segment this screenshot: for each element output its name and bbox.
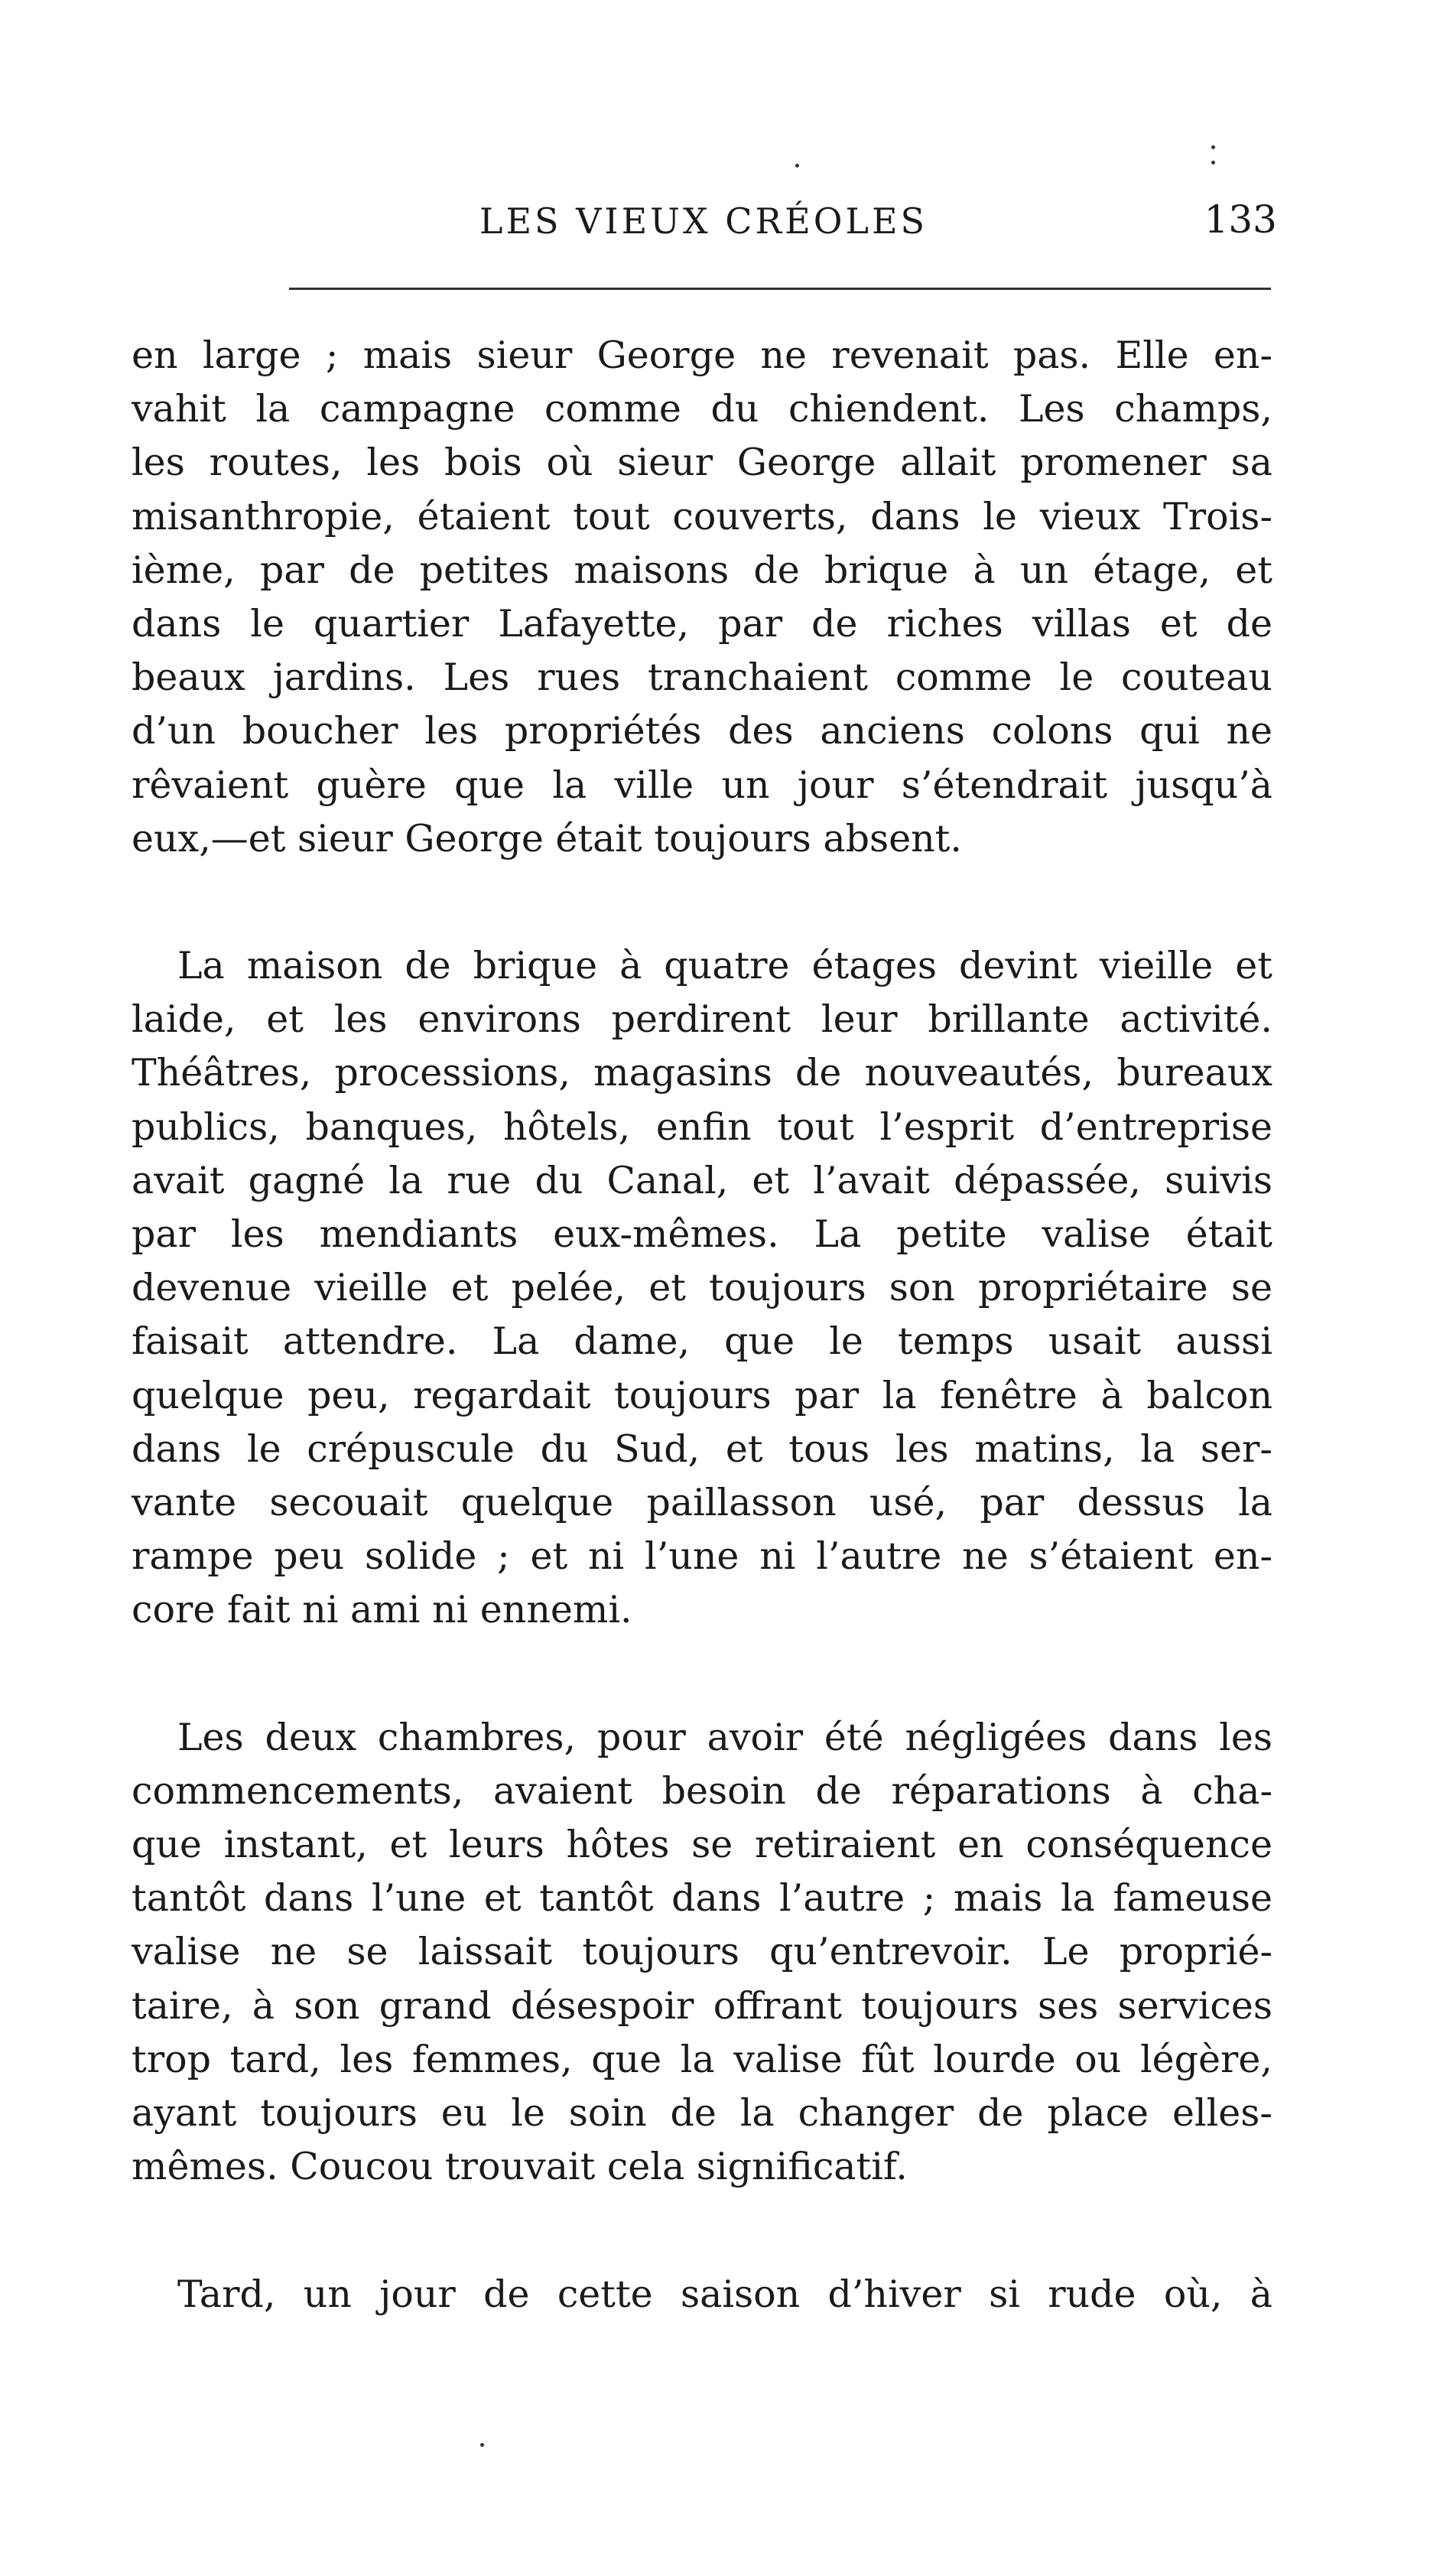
- text-line: faisait attendre. La dame, que le temps usait aussi: [132, 1319, 1272, 1364]
- text-line: devenue vieille et pelée, et toujours son propriétaire se: [132, 1266, 1272, 1310]
- header-rule: [289, 288, 1271, 290]
- text-line: eux,—et sieur George était toujours absent.: [132, 816, 962, 860]
- scan-speck: [480, 2443, 484, 2447]
- text-line: La maison de brique à quatre étages devint vieille et: [177, 944, 1272, 988]
- scan-speck: [1211, 145, 1215, 149]
- body-text: [132, 329, 1272, 2321]
- text-line: vahit la campagne comme du chiendent. Les champs,: [132, 387, 1272, 431]
- text-line: beaux jardins. Les rues tranchaient comme le couteau: [132, 656, 1272, 700]
- text-line: d’un boucher les propriétés des anciens colons qui ne: [132, 709, 1272, 753]
- paragraph-2: [132, 939, 1272, 1638]
- text-line: dans le crépuscule du Sud, et tous les matins, la ser-: [132, 1427, 1272, 1471]
- scan-speck: [795, 164, 799, 168]
- paragraph-1: [132, 329, 1272, 866]
- text-line: mêmes. Coucou trouvait cela significatif.: [132, 2145, 908, 2189]
- page-number: 133: [1204, 197, 1277, 242]
- text-line: quelque peu, regardait toujours par la fenêtre à balcon: [132, 1373, 1272, 1417]
- text-line: par les mendiants eux-mêmes. La petite valise était: [132, 1212, 1272, 1257]
- text-line: rampe peu solide ; et ni l’une ni l’autre ne s’étaient en-: [132, 1534, 1272, 1579]
- text-line: Théâtres, processions, magasins de nouveautés, bureaux: [132, 1051, 1272, 1095]
- paragraph-3: [132, 1711, 1272, 2194]
- text-line: rêvaient guère que la ville un jour s’étendrait jusqu’à: [132, 763, 1272, 807]
- text-line: publics, banques, hôtels, enfin tout l’esprit d’entreprise: [132, 1104, 1272, 1149]
- scan-speck: [1211, 161, 1215, 164]
- running-title: LES VIEUX CRÉOLES: [479, 200, 928, 242]
- text-line: en large ; mais sieur George ne revenait pas. Elle en-: [132, 333, 1272, 377]
- text-line: trop tard, les femmes, que la valise fût lourde ou légère,: [132, 2037, 1272, 2081]
- running-header: [130, 197, 1277, 254]
- text-line: valise ne se laissait toujours qu’entrevoir. Le proprié-: [132, 1930, 1272, 1974]
- text-line: que instant, et leurs hôtes se retiraient en conséquence: [132, 1823, 1272, 1867]
- text-line: avait gagné la rue du Canal, et l’avait dépassée, suivis: [132, 1158, 1272, 1202]
- text-line: misanthropie, étaient tout couverts, dans le vieux Trois-: [132, 494, 1272, 538]
- text-line: tantôt dans l’une et tantôt dans l’autre ; mais la fameuse: [132, 1876, 1272, 1921]
- paragraph-4: [132, 2268, 1272, 2321]
- text-line: Les deux chambres, pour avoir été négligées dans les: [177, 1715, 1272, 1759]
- text-line: dans le quartier Lafayette, par de riches villas et de: [132, 602, 1272, 646]
- text-line: laide, et les environs perdirent leur brillante activité.: [132, 997, 1272, 1042]
- text-line: ayant toujours eu le soin de la changer de place elles-: [132, 2091, 1272, 2136]
- text-line: taire, à son grand désespoir offrant toujours ses services: [132, 1983, 1272, 2028]
- text-line: core fait ni ami ni ennemi.: [132, 1588, 632, 1632]
- text-line: ième, par de petites maisons de brique à un étage, et: [132, 548, 1272, 592]
- text-line: commencements, avaient besoin de réparations à cha-: [132, 1768, 1272, 1813]
- text-line: les routes, les bois où sieur George allait promener sa: [132, 441, 1272, 485]
- text-line: Tard, un jour de cette saison d’hiver si rude où, à: [177, 2272, 1272, 2316]
- text-line: vante secouait quelque paillasson usé, par dessus la: [132, 1481, 1272, 1525]
